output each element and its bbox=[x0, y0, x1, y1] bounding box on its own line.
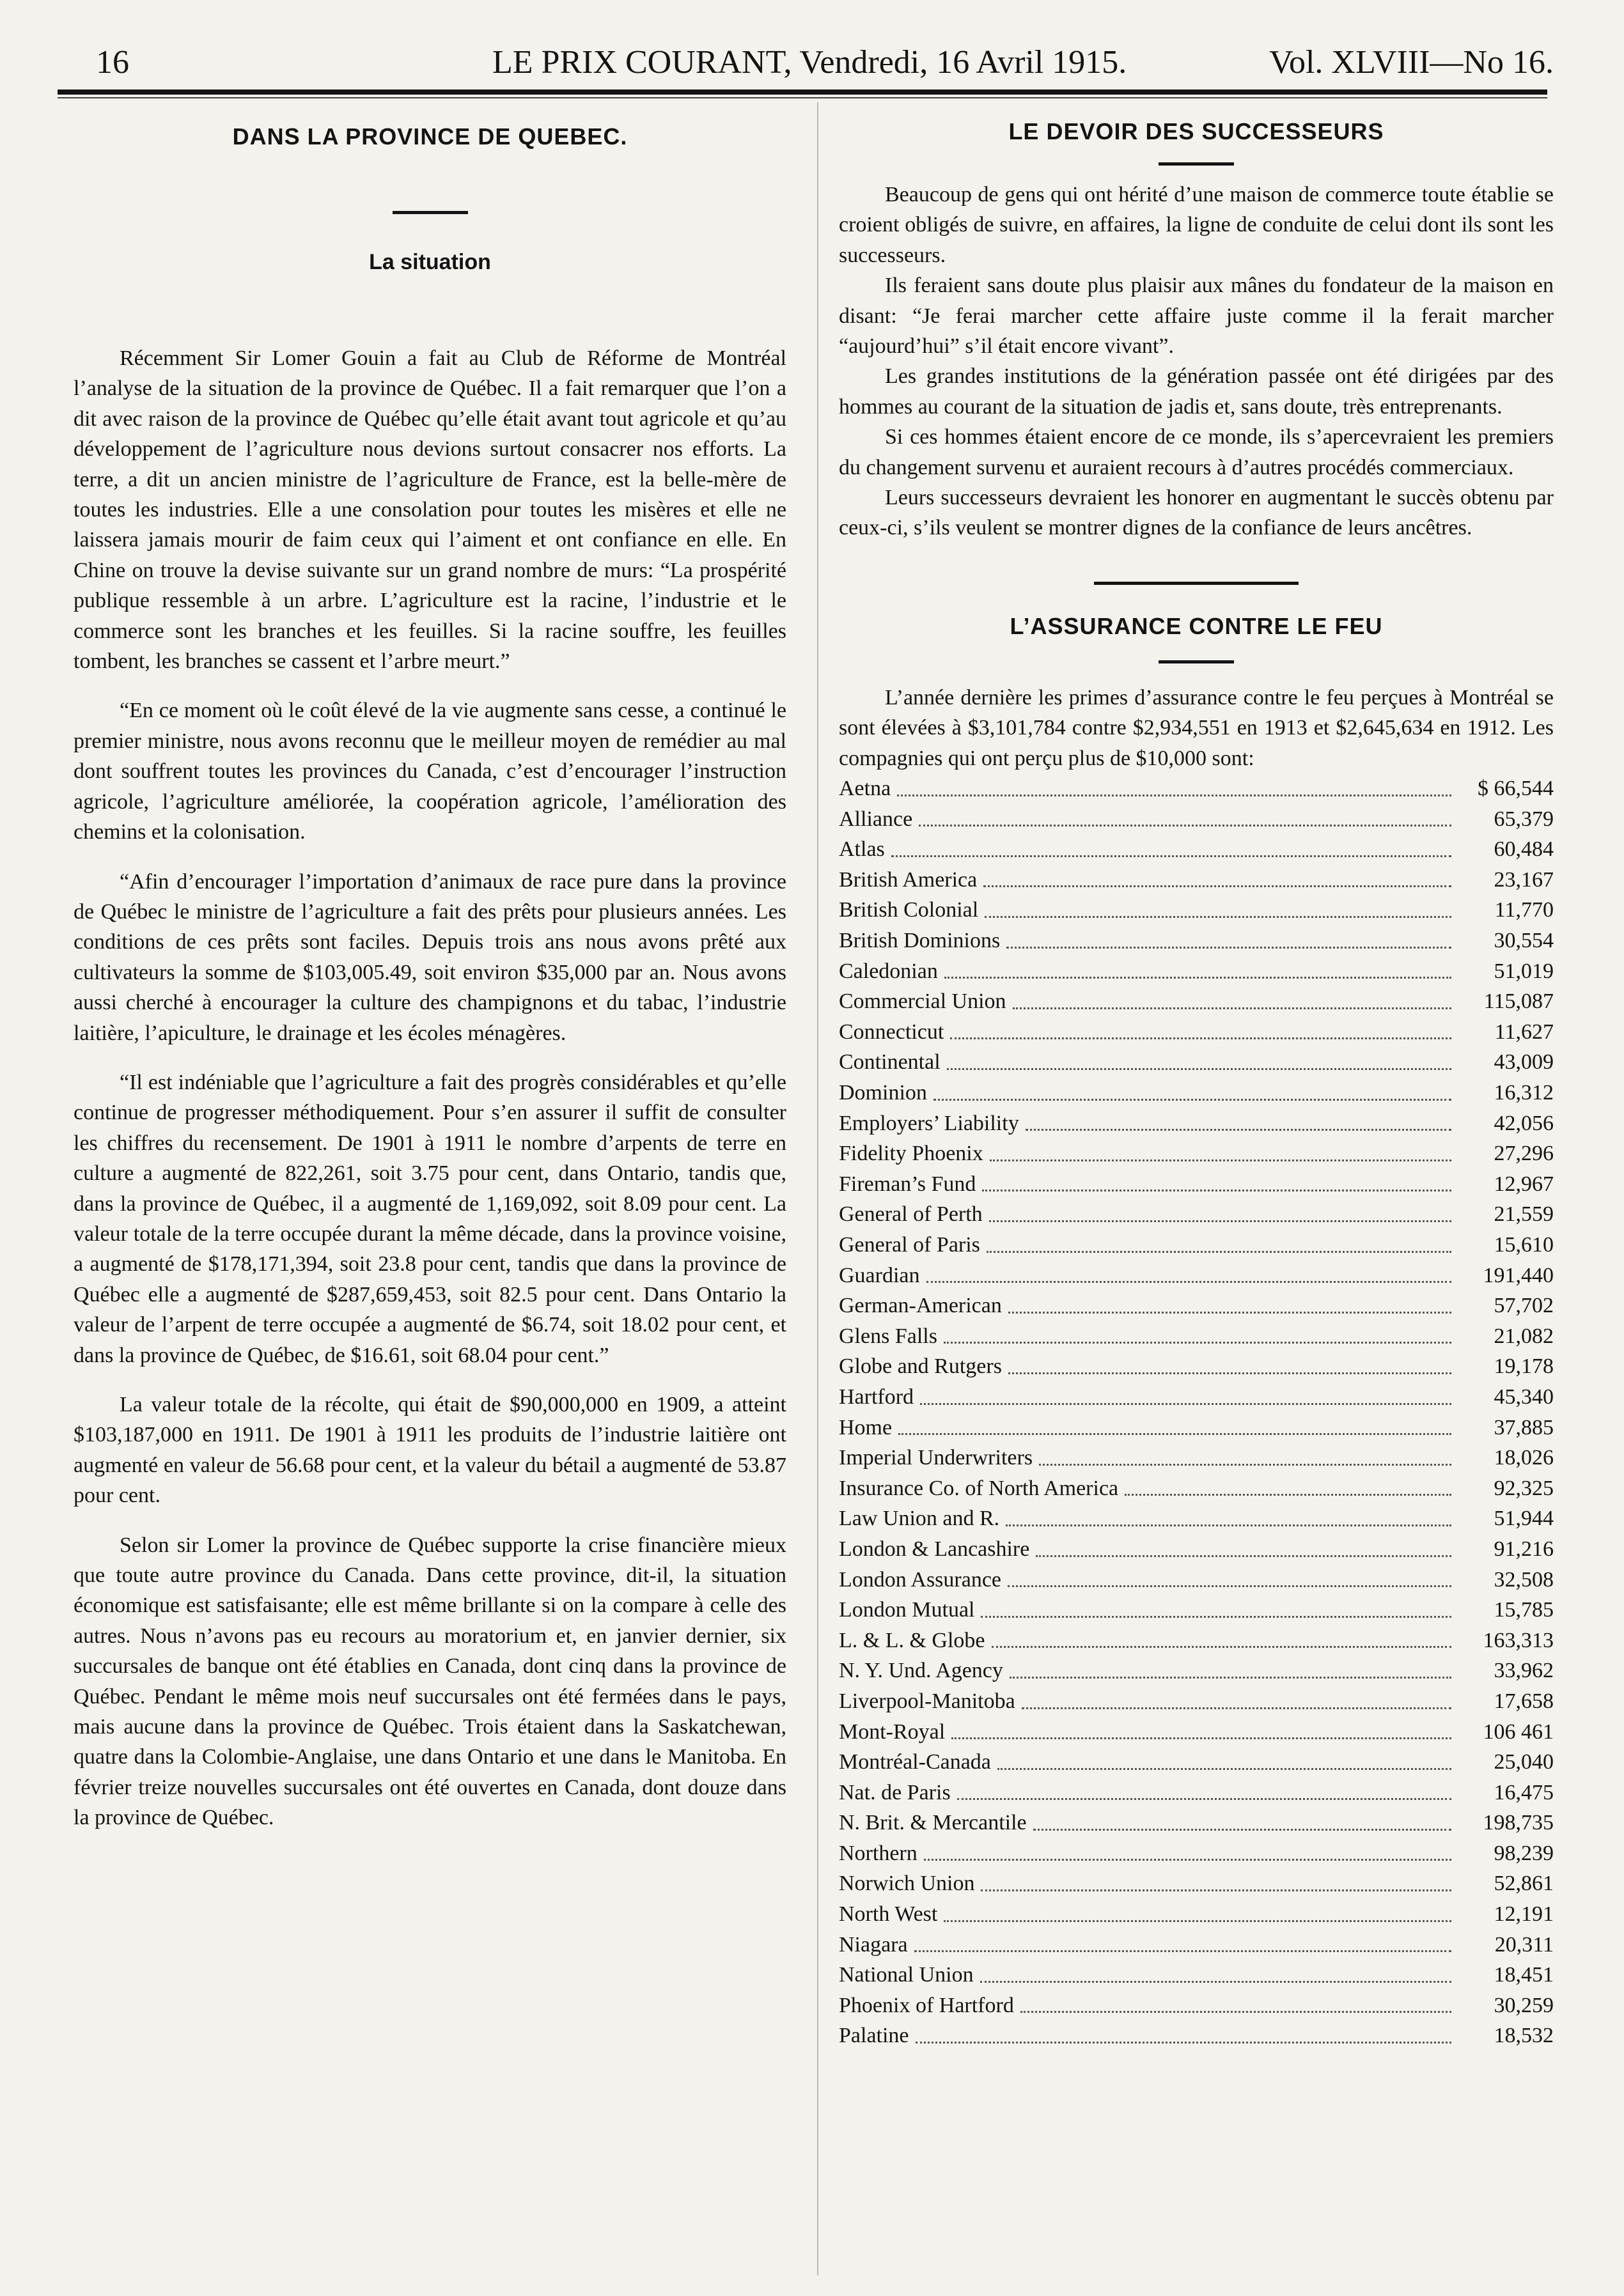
company-amount: 52,861 bbox=[1494, 1872, 1554, 1896]
company-name: Phoenix of Hartford bbox=[839, 1993, 1014, 2017]
dot-leader bbox=[989, 1220, 1451, 1222]
company-amount: 91,216 bbox=[1494, 1537, 1554, 1561]
company-row bbox=[839, 804, 1554, 835]
company-name: General of Perth bbox=[839, 1202, 983, 1227]
article-paragraph: Ils feraient sans doute plus plaisir aux mânes du fondateur de la maison en disant: “Je ferai marcher cette affaire juste comme il la ferait marcher “aujourd’hui” s’il était encore vivant”. bbox=[839, 274, 1554, 359]
company-row bbox=[839, 1017, 1554, 1048]
company-row bbox=[839, 956, 1554, 987]
company-row bbox=[839, 1990, 1554, 2021]
right-column bbox=[839, 102, 1554, 2051]
company-row bbox=[839, 1078, 1554, 1108]
company-name: N. Brit. & Mercantile bbox=[839, 1811, 1027, 1835]
header-rule-thin bbox=[58, 97, 1547, 98]
company-row bbox=[839, 1534, 1554, 1565]
company-amount: 11,627 bbox=[1494, 1020, 1554, 1044]
company-name: Employers’ Liability bbox=[839, 1111, 1019, 1135]
company-amount: 16,312 bbox=[1494, 1081, 1554, 1105]
article-paragraph: Récemment Sir Lomer Gouin a fait au Club de Réforme de Montréal l’analyse de la situation de la province de Québec. Il a fait remarquer que l’on a dit avec raison de la province de Québec qu’elle était avant tout agricole et qu’au développement de l’agriculture nous devions surtout consacrer nos efforts. La terre, a dit un ancien ministre de l’agriculture de France, est la belle-mère de toutes les industries. Elle a une consolation pour toutes les misères et elle ne laissera jamais mourir de faim ceux qui l’aiment et ont confiance en elle. En Chine on trouve la devise suivante sur un grand nombre de murs: “La prospérité publique ressemble à un arbre. L’agriculture est la racine, l’industrie et le commerce sont les branches et les feuilles. Si la racine souffre, les feuilles tombent, les branches se cassent et l’arbre meurt.” bbox=[74, 346, 786, 674]
article-paragraph: Si ces hommes étaient encore de ce monde, ils s’apercevraient les premiers du changement survenu et auraient recours à d’autres procédés commerciaux. bbox=[839, 425, 1554, 479]
company-name: Montréal-Canada bbox=[839, 1750, 991, 1774]
company-amount: 19,178 bbox=[1494, 1354, 1554, 1379]
company-name: Caledonian bbox=[839, 959, 938, 983]
premiums-list bbox=[839, 773, 1554, 2051]
company-amount: 18,532 bbox=[1494, 2024, 1554, 2048]
company-name: Commercial Union bbox=[839, 989, 1006, 1014]
dot-leader bbox=[1006, 1524, 1451, 1526]
dot-leader bbox=[933, 1099, 1451, 1101]
article-paragraph: “Il est indéniable que l’agriculture a fait des progrès considérables et qu’elle continue de progresser méthodiquement. Pour s’en assurer il suffit de consulter les chiffres du recensement. De 1901 à 1911 le nombre d’arpents de terre en culture a augmenté de 822,261, soit 3.75 pour cent, dans Ontario, tandis que, dans la province de Québec, il a augmenté de 1,169,092, soit 8.09 pour cent. La valeur totale de la terre occupée durant la même décade, dans la province voisine, a augmenté de $178,171,394, soit 23.8 pour cent, tandis que dans la province de Québec elle a augmenté de $287,659,453, soit 82.5 pour cent. Dans Ontario la valeur de l’arpent de terre occupée a augmenté de $6.74, soit 18.02 pour cent, et dans la province de Québec, de $16.61, soit 68.04 pour cent.” bbox=[74, 1070, 786, 1367]
company-row bbox=[839, 1808, 1554, 1838]
company-amount: 51,944 bbox=[1494, 1507, 1554, 1531]
company-name: British Dominions bbox=[839, 929, 1001, 953]
company-name: Dominion bbox=[839, 1081, 927, 1105]
dot-leader bbox=[985, 916, 1451, 918]
dot-leader bbox=[981, 1616, 1451, 1618]
company-row bbox=[839, 1108, 1554, 1139]
company-row bbox=[839, 1778, 1554, 1808]
dot-leader bbox=[891, 855, 1451, 857]
company-row bbox=[839, 1717, 1554, 1748]
dot-leader bbox=[916, 2042, 1451, 2044]
article-paragraph: Leurs successeurs devraient les honorer en augmentant le succès obtenu par ceux-ci, s’ils veulent se montrer dignes de la confiance de leurs ancêtres. bbox=[839, 486, 1554, 540]
company-amount: 21,559 bbox=[1494, 1202, 1554, 1227]
company-row bbox=[839, 986, 1554, 1017]
dot-leader bbox=[950, 1037, 1451, 1039]
company-row bbox=[839, 1473, 1554, 1504]
dot-leader bbox=[1013, 1007, 1451, 1009]
company-name: London Assurance bbox=[839, 1567, 1002, 1592]
company-amount: 37,885 bbox=[1494, 1415, 1554, 1439]
company-name: Nat. de Paris bbox=[839, 1780, 951, 1804]
dot-leader bbox=[1006, 947, 1451, 949]
company-amount: 65,379 bbox=[1494, 807, 1554, 831]
dot-leader bbox=[951, 1737, 1451, 1739]
dot-leader bbox=[1008, 1312, 1451, 1314]
company-amount: 15,610 bbox=[1494, 1233, 1554, 1257]
article-heading-quebec: DANS LA PROVINCE DE QUEBEC. bbox=[232, 123, 628, 150]
company-amount: 60,484 bbox=[1494, 837, 1554, 862]
dot-leader bbox=[920, 1403, 1451, 1405]
company-amount: 27,296 bbox=[1494, 1142, 1554, 1166]
company-row bbox=[839, 834, 1554, 865]
dot-leader bbox=[1008, 1372, 1451, 1374]
company-amount: 21,082 bbox=[1494, 1324, 1554, 1348]
company-name: Imperial Underwriters bbox=[839, 1446, 1033, 1470]
company-row bbox=[839, 865, 1554, 896]
company-name: Insurance Co. of North America bbox=[839, 1476, 1119, 1500]
dot-leader bbox=[983, 885, 1451, 887]
company-name: North West bbox=[839, 1902, 938, 1927]
company-row bbox=[839, 1565, 1554, 1595]
company-amount: 42,056 bbox=[1494, 1111, 1554, 1135]
company-row bbox=[839, 1503, 1554, 1534]
company-name: Globe and Rutgers bbox=[839, 1354, 1002, 1379]
company-row bbox=[839, 926, 1554, 956]
company-row bbox=[839, 1047, 1554, 1078]
company-name: Palatine bbox=[839, 2024, 909, 2048]
company-row bbox=[839, 1413, 1554, 1443]
company-name: Liverpool-Manitoba bbox=[839, 1689, 1015, 1713]
dot-leader bbox=[1010, 1677, 1451, 1679]
company-row bbox=[839, 1960, 1554, 1990]
article-paragraph: “En ce moment où le coût élevé de la vie augmente sans cesse, a continué le premier ministre, nous avons reconnu que le meilleur moyen de remédier au mal dont souffrent toutes les provinces du Canada, c’est d’encourager l’instruction agricole, l’agriculture améliorée, la coopération agricole, l’amélioration des chemins et la colonisation. bbox=[74, 699, 786, 844]
dot-leader bbox=[1022, 1707, 1451, 1709]
company-amount: 57,702 bbox=[1494, 1294, 1554, 1318]
company-amount: 12,967 bbox=[1494, 1172, 1554, 1196]
company-name: N. Y. Und. Agency bbox=[839, 1659, 1003, 1683]
company-amount: 198,735 bbox=[1483, 1811, 1554, 1835]
company-amount: 18,026 bbox=[1494, 1446, 1554, 1470]
page-number: 16 bbox=[96, 44, 129, 81]
article-paragraph: Selon sir Lomer la province de Québec supporte la crise financière mieux que toute autre province du Canada. Dans cette province, dit-il, la situation économique est satisfaisante; elle est même brillante si on la compare à celle des autres. Nous n’avons pas eu recours au moratorium et, en janvier dernier, six succursales de banque ont été établies en Canada, dont cinq dans la province de Québec. Pendant le même mois neuf succursales ont été fermées dans le pays, mais aucune dans la province de Québec. Trois étaient dans la Saskatchewan, quatre dans la Colombie-Anglaise, une dans Ontario et une dans le Manitoba. En février treize nouvelles succursales ont été ouvertes en Canada, dont douze dans la province de Québec. bbox=[74, 1533, 786, 1830]
company-amount: 51,019 bbox=[1494, 959, 1554, 983]
company-amount: 20,311 bbox=[1494, 1932, 1554, 1957]
company-name: Fireman’s Fund bbox=[839, 1172, 976, 1196]
company-name: Law Union and R. bbox=[839, 1507, 1000, 1531]
dot-leader bbox=[981, 1889, 1451, 1891]
dot-leader bbox=[944, 977, 1451, 979]
article-paragraph: La valeur totale de la récolte, qui était de $90,000,000 en 1909, a atteint $103,187,000 en 1911. De 1901 à 1911 les produits de l’industrie laitière ont augmenté en valeur de 56.68 pour cent, et la valeur du bétail a augmenté de 53.87 pour cent. bbox=[74, 1393, 786, 1508]
dot-leader bbox=[1125, 1494, 1451, 1496]
company-row bbox=[839, 1899, 1554, 1930]
company-name: German-American bbox=[839, 1294, 1002, 1318]
company-row bbox=[839, 1747, 1554, 1778]
assurance-intro: L’année dernière les primes d’assurance contre le feu perçues à Montréal se sont élevées à $3,101,784 contre $2,934,551 en 1913 et $2,645,634 en 1912. Les compagnies qui ont perçu plus de $10,000 sont: bbox=[839, 685, 1554, 770]
company-name: Connecticut bbox=[839, 1020, 944, 1044]
dot-leader bbox=[1039, 1464, 1451, 1466]
company-name: L. & L. & Globe bbox=[839, 1628, 985, 1652]
article-paragraph: Les grandes institutions de la génération passée ont été dirigées par des hommes au courant de la situation de jadis et, sans doute, très entreprenants. bbox=[839, 364, 1554, 419]
dot-leader bbox=[947, 1068, 1451, 1070]
company-row bbox=[839, 1838, 1554, 1869]
company-amount: 25,040 bbox=[1494, 1750, 1554, 1774]
company-row bbox=[839, 895, 1554, 926]
company-name: Home bbox=[839, 1415, 893, 1439]
company-row bbox=[839, 1169, 1554, 1200]
company-amount: 43,009 bbox=[1494, 1050, 1554, 1074]
company-row bbox=[839, 1260, 1554, 1291]
article-heading-assurance: L’ASSURANCE CONTRE LE FEU bbox=[1010, 612, 1383, 639]
company-row bbox=[839, 1199, 1554, 1230]
company-row bbox=[839, 1291, 1554, 1321]
dot-leader bbox=[987, 1251, 1451, 1253]
dot-leader bbox=[898, 1433, 1451, 1435]
company-name: British America bbox=[839, 867, 978, 892]
company-amount: 17,658 bbox=[1494, 1689, 1554, 1713]
company-amount: 98,239 bbox=[1494, 1841, 1554, 1865]
company-name: Northern bbox=[839, 1841, 917, 1865]
dot-leader bbox=[924, 1859, 1451, 1861]
company-amount: 15,785 bbox=[1494, 1598, 1554, 1622]
company-amount: 30,259 bbox=[1494, 1993, 1554, 2017]
company-row bbox=[839, 773, 1554, 804]
company-name: Atlas bbox=[839, 837, 885, 862]
company-name: Norwich Union bbox=[839, 1872, 975, 1896]
company-amount: 163,313 bbox=[1483, 1628, 1554, 1652]
article-heading-devoir: LE DEVOIR DES SUCCESSEURS bbox=[1008, 118, 1384, 144]
company-row bbox=[839, 1868, 1554, 1899]
dot-leader bbox=[1036, 1555, 1451, 1557]
company-name: Alliance bbox=[839, 807, 913, 831]
company-amount: 12,191 bbox=[1494, 1902, 1554, 1927]
company-amount: 18,451 bbox=[1494, 1963, 1554, 1987]
dot-leader bbox=[990, 1160, 1451, 1161]
company-name: National Union bbox=[839, 1963, 974, 1987]
dot-leader bbox=[997, 1768, 1451, 1770]
dot-leader bbox=[944, 1342, 1451, 1344]
dot-leader bbox=[992, 1646, 1451, 1648]
company-row bbox=[839, 1443, 1554, 1473]
dot-leader bbox=[919, 825, 1451, 826]
dot-leader bbox=[897, 795, 1451, 796]
dot-leader bbox=[944, 1920, 1451, 1922]
company-row bbox=[839, 1656, 1554, 1686]
dot-leader bbox=[980, 1981, 1451, 1983]
company-row bbox=[839, 2021, 1554, 2051]
volume-number: Vol. XLVIII—No 16. bbox=[1269, 44, 1554, 81]
running-header bbox=[70, 37, 1554, 88]
dot-leader bbox=[1033, 1829, 1451, 1831]
company-amount: 16,475 bbox=[1494, 1780, 1554, 1804]
dot-leader bbox=[926, 1281, 1451, 1283]
company-amount: 33,962 bbox=[1494, 1659, 1554, 1683]
company-name: Mont-Royal bbox=[839, 1719, 946, 1744]
company-amount: 11,770 bbox=[1494, 898, 1554, 922]
company-amount: 115,087 bbox=[1483, 989, 1554, 1014]
company-amount: $ 66,544 bbox=[1478, 777, 1554, 801]
company-amount: 92,325 bbox=[1494, 1476, 1554, 1500]
issue-line: LE PRIX COURANT, Vendredi, 16 Avril 1915. bbox=[492, 44, 1127, 81]
company-row bbox=[839, 1382, 1554, 1413]
company-amount: 45,340 bbox=[1494, 1385, 1554, 1409]
company-row bbox=[839, 1321, 1554, 1352]
company-name: London & Lancashire bbox=[839, 1537, 1030, 1561]
dot-leader bbox=[914, 1950, 1451, 1952]
company-amount: 32,508 bbox=[1494, 1567, 1554, 1592]
article-subheading: La situation bbox=[369, 250, 491, 274]
company-row bbox=[839, 1686, 1554, 1717]
company-name: Glens Falls bbox=[839, 1324, 937, 1348]
company-name: General of Paris bbox=[839, 1233, 980, 1257]
left-column bbox=[74, 102, 786, 1833]
company-row bbox=[839, 1930, 1554, 1960]
company-name: British Colonial bbox=[839, 898, 979, 922]
company-row bbox=[839, 1351, 1554, 1382]
company-amount: 106 461 bbox=[1483, 1719, 1554, 1744]
company-row bbox=[839, 1138, 1554, 1169]
dot-leader bbox=[957, 1798, 1451, 1800]
company-row bbox=[839, 1595, 1554, 1625]
article-paragraph: “Afin d’encourager l’importation d’animaux de race pure dans la province de Québec le ministre de l’agriculture a fait des prêts pour plusieurs années. Les conditions de ces prêts sont faciles. Depuis trois ans nous avons prêté aux cultivateurs la somme de $103,005.49, soit environ $35,000 par an. Nous avons aussi cherché à encourager la culture des champignons et du tabac, l’industrie laitière, l’apiculture, le drainage et les écoles ménagères. bbox=[74, 869, 786, 1045]
company-amount: 191,440 bbox=[1483, 1263, 1554, 1287]
company-name: Niagara bbox=[839, 1932, 908, 1957]
company-name: London Mutual bbox=[839, 1598, 975, 1622]
company-name: Guardian bbox=[839, 1263, 920, 1287]
company-amount: 30,554 bbox=[1494, 929, 1554, 953]
company-row bbox=[839, 1230, 1554, 1260]
company-name: Fidelity Phoenix bbox=[839, 1142, 983, 1166]
company-name: Continental bbox=[839, 1050, 941, 1074]
company-row bbox=[839, 1625, 1554, 1656]
dot-leader bbox=[1020, 2011, 1451, 2013]
dot-leader bbox=[1008, 1585, 1451, 1587]
dot-leader bbox=[982, 1190, 1451, 1191]
company-name: Hartford bbox=[839, 1385, 914, 1409]
article-paragraph: Beaucoup de gens qui ont hérité d’une maison de commerce toute établie se croient obligés de suivre, en affaires, la ligne de conduite de celui dont ils sont les successeurs. bbox=[839, 183, 1554, 267]
column-divider bbox=[817, 102, 818, 2276]
header-rule bbox=[58, 89, 1547, 95]
company-amount: 23,167 bbox=[1494, 867, 1554, 892]
dot-leader bbox=[1026, 1129, 1451, 1131]
company-name: Aetna bbox=[839, 777, 891, 801]
